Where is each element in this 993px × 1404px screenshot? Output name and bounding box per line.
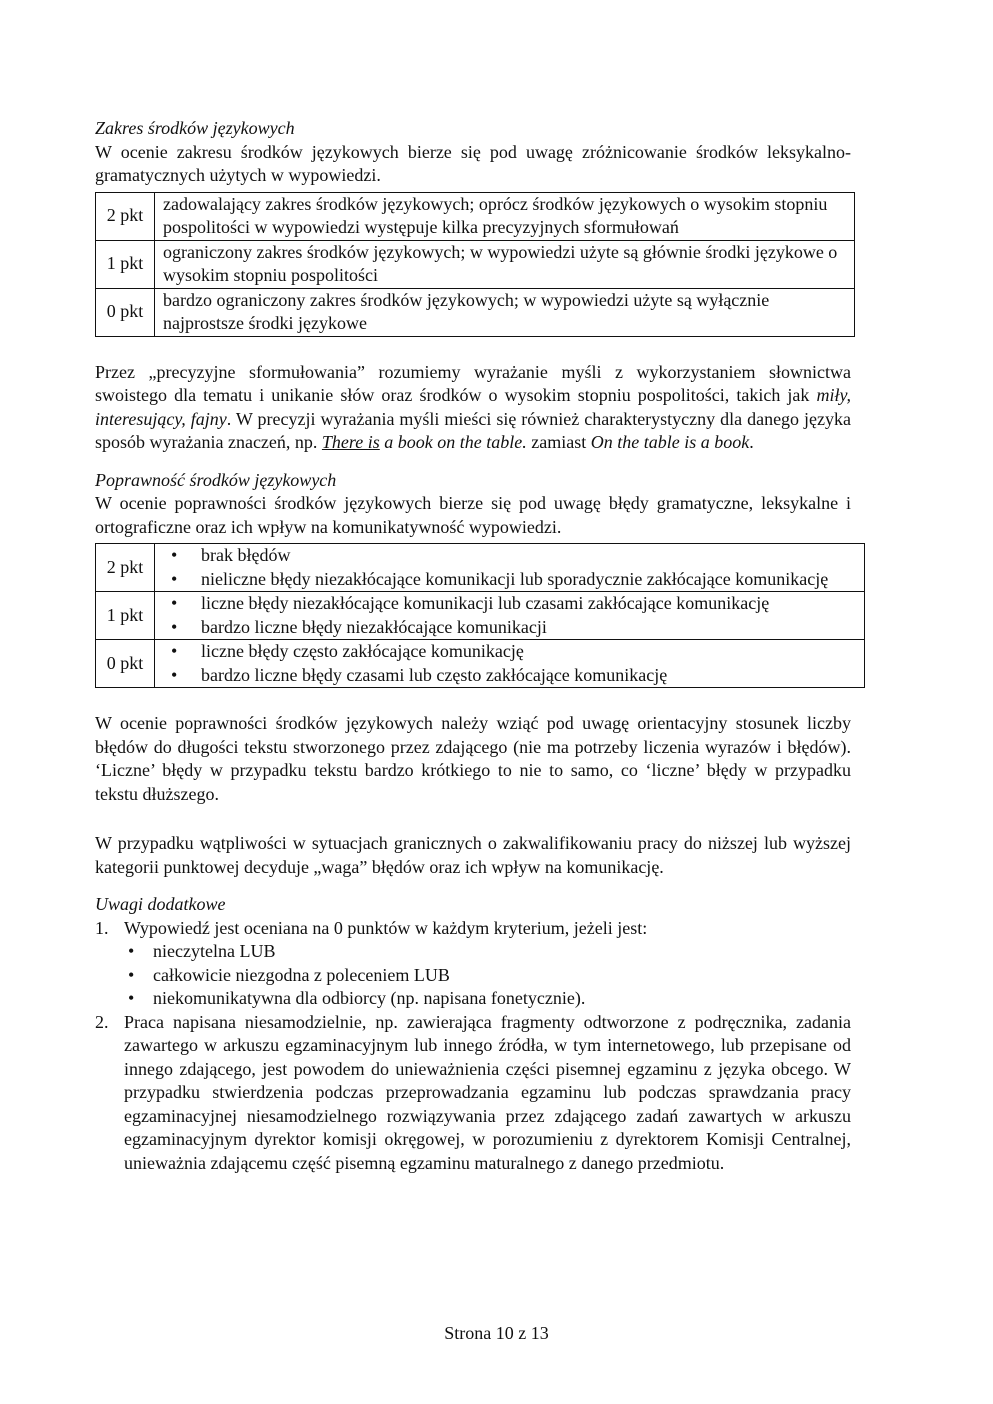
section-heading-correctness: Poprawność środków językowych	[95, 469, 337, 490]
range-criteria-table	[95, 192, 855, 337]
example-a-book: a book on the table.	[379, 432, 527, 452]
description-cell	[155, 544, 865, 592]
points-cell: 1 pkt	[96, 592, 155, 640]
points-cell: 0 pkt	[96, 640, 155, 688]
section-heading-notes: Uwagi dodatkowe	[95, 894, 226, 914]
table-row	[96, 592, 865, 640]
precision-paragraph	[95, 361, 851, 455]
precision-text-1: Przez „precyzyjne sformułowania” rozumiemy wyrażanie myśli z wykorzystaniem słownictwa swoistego dla tematu i unikanie słów oraz środków o wysokim stopniu pospolitości, takich jak	[95, 361, 851, 405]
list-item: • nieliczne błędy niezakłócające komunikacji lub sporadycznie zakłócające komunikację	[201, 568, 856, 592]
list-item	[95, 917, 851, 1011]
points-cell: 2 pkt	[96, 192, 155, 240]
correctness-intro: W ocenie poprawności środków językowych bierze się pod uwagę błędy gramatyczne, leksykalne i ortograficzne oraz ich wpływ na komunikatywność wypowiedzi.	[95, 493, 851, 537]
precision-text-2: . W precyzji wyrażania myśli mieści się również charakterystyczny dla danego języka sposób wyrażania znaczeń, np.	[95, 408, 851, 452]
list-item: • liczne błędy często zakłócające komunikację	[201, 640, 856, 664]
table-row	[96, 640, 865, 688]
points-cell: 0 pkt	[96, 288, 155, 336]
borderline-doubt-paragraph: W przypadku wątpliwości w sytuacjach granicznych o zakwalifikowaniu pracy do niższej lub wyższej kategorii punktowej decyduje „waga” błędów oraz ich wpływ na komunikację.	[95, 833, 851, 877]
description-cell	[155, 592, 865, 640]
list-item: • liczne błędy niezakłócające komunikacji lub czasami zakłócające komunikację	[201, 592, 856, 616]
precision-zamiast: zamiast	[526, 432, 591, 452]
list-item: • niekomunikatywna dla odbiorcy (np. napisana fonetycznie).	[153, 987, 851, 1011]
table-row	[96, 192, 855, 240]
range-intro: W ocenie zakresu środków językowych bierze się pod uwagę zróżnicowanie środków leksykalno-gramatycznych użytych w wypowiedzi.	[95, 141, 851, 185]
description-cell: bardzo ograniczony zakres środków językowych; w wypowiedzi użyte są wyłącznie najprostsze środki językowe	[155, 288, 855, 336]
list-item: • bardzo liczne błędy czasami lub często zakłócające komunikację	[201, 664, 856, 688]
points-cell: 1 pkt	[96, 240, 155, 288]
notes-list	[95, 917, 851, 1176]
description-cell: ograniczony zakres środków językowych; w wypowiedzi użyte są głównie środki językowe o wysokim stopniu pospolitości	[155, 240, 855, 288]
note-bullets	[124, 940, 851, 1011]
table-row	[96, 544, 865, 592]
note-number: 1.	[95, 917, 109, 938]
list-item: • nieczytelna LUB	[153, 940, 851, 964]
points-cell: 2 pkt	[96, 544, 155, 592]
error-ratio-paragraph: W ocenie poprawności środków językowych należy wziąć pod uwagę orientacyjny stosunek liczby błędów do długości tekstu stworzonego przez zdającego (nie ma potrzeby liczenia wyrazów i błędów). ‘Liczne’ błędy w przypadku tekstu bardzo krótkiego to nie to samo, co ‘liczne’ błędy w przypadku tekstu dłuższego.	[95, 713, 851, 804]
page-number-footer: Strona 10 z 13	[444, 1323, 549, 1343]
table-row	[96, 288, 855, 336]
list-item: • całkowicie niezgodna z poleceniem LUB	[153, 964, 851, 988]
example-alternative: On the table is a book	[590, 432, 750, 452]
section-heading-range: Zakres środków językowych	[95, 118, 295, 138]
example-there-is: There is	[321, 432, 380, 452]
note-text: Praca napisana niesamodzielnie, np. zawierająca fragmenty odtworzone z podręcznika, zadania zawartego w arkuszu egzaminacyjnym lub innego źródła, w tym internetowego, lub przepisane od innego zdającego, jest powodem do unieważnienia części pisemnej egzaminu z języka obcego. W przypadku stwierdzenia podczas przeprowadzania egzaminu lub podczas sprawdzania pracy egzaminacyjnej niesamodzielnego rozwiązywania przez zdającego zadań zawartych w arkuszu egzaminacyjnym dyrektor komisji okręgowej, w porozumieniu z dyrektorem Komisji Centralnej, unieważnia zdającemu część pisemną egzaminu maturalnego z danego przedmiotu.	[124, 1011, 851, 1173]
correctness-criteria-table	[95, 543, 865, 688]
note-number: 2.	[95, 1011, 109, 1032]
precision-end: .	[749, 432, 754, 452]
description-cell: zadowalający zakres środków językowych; oprócz środków językowych o wysokim stopniu pospolitości w wypowiedzi występuje kilka precyzyjnych sformułowań	[155, 192, 855, 240]
list-item	[95, 1011, 851, 1176]
page-content	[95, 117, 851, 1175]
list-item: • bardzo liczne błędy niezakłócające komunikacji	[201, 616, 856, 640]
precision-examples: miły, interesujący, fajny	[95, 385, 851, 429]
description-cell	[155, 640, 865, 688]
list-item: • brak błędów	[201, 544, 856, 568]
note-text: Wypowiedź jest oceniana na 0 punktów w każdym kryterium, jeżeli jest:	[124, 917, 648, 938]
table-row	[96, 240, 855, 288]
